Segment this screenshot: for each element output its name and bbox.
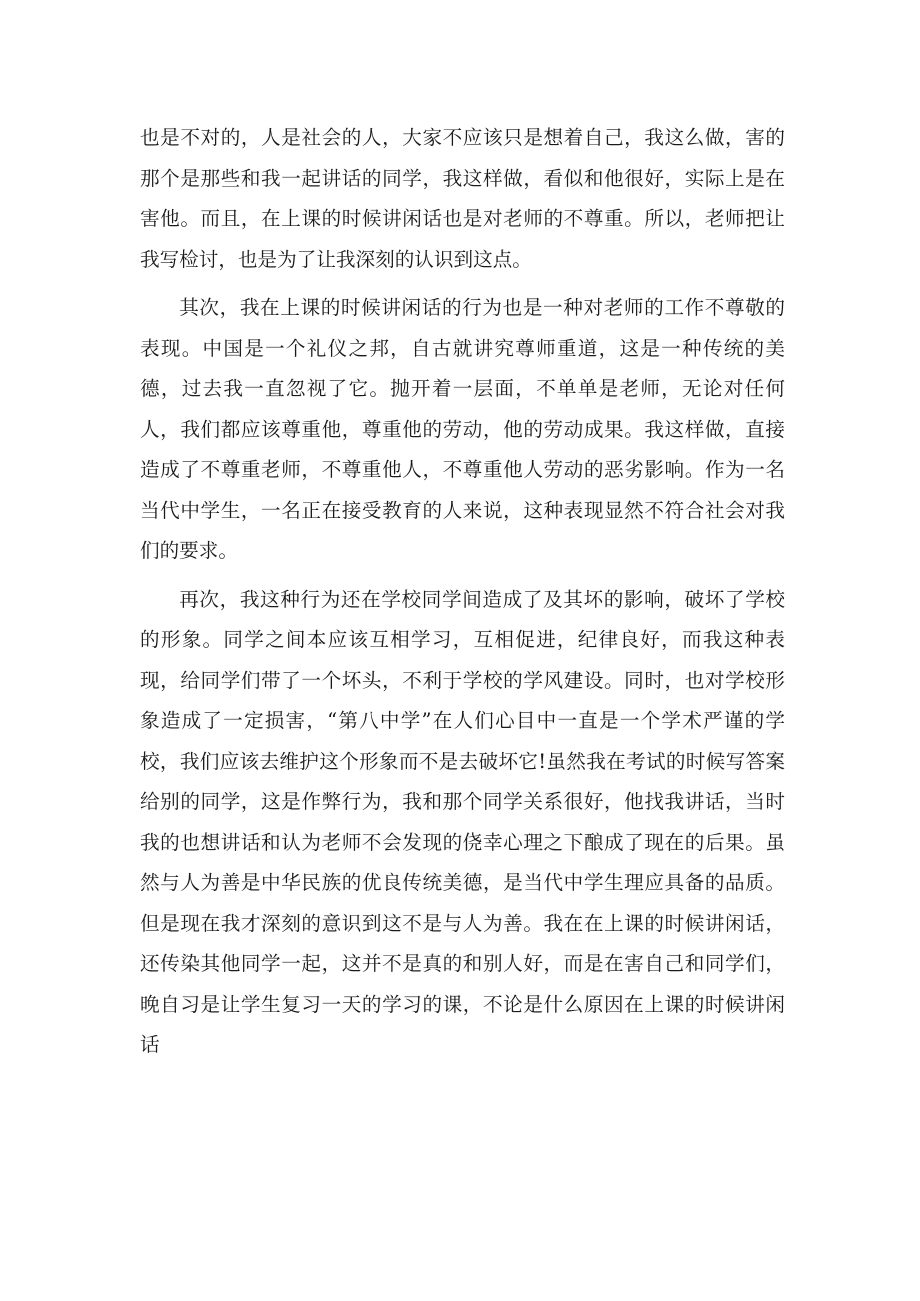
paragraph-3: 再次，我这种行为还在学校同学间造成了及其坏的影响，破坏了学校的形象。同学之间本应该互相学习，互相促进，纪律良好，而我这种表现，给同学们带了一个坏头，不利于学校的学风建设。同时，也对学校形象造成了一定损害，“第八中学”在人们心目中一直是一个学术严谨的学校，我们应该去维护这个形象而不是去破坏它!虽然我在考试的时候写答案给别的同学，这是作弊行为，我和那个同学关系很好，他找我讲话，当时我的也想讲话和认为老师不会发现的侥幸心理之下酿成了现在的后果。虽然与人为善是中华民族的优良传统美德，是当代中学生理应具备的品质。但是现在我才深刻的意识到这不是与人为善。我在在上课的时候讲闲话，还传染其他同学一起，这并不是真的和别人好，而是在害自己和同学们，晚自习是让学生复习一天的学习的课，不论是什么原因在上课的时候讲闲话 [140, 587, 785, 1056]
document-body [140, 118, 785, 1066]
paragraph-1: 也是不对的，人是社会的人，大家不应该只是想着自己，我这么做，害的那个是那些和我一起讲话的同学，我这样做，看似和他很好，实际上是在害他。而且，在上课的时候讲闲话也是对老师的不尊重。所以，老师把让我写检讨，也是为了让我深刻的认识到这点。 [140, 126, 785, 271]
paragraph-2: 其次，我在上课的时候讲闲话的行为也是一种对老师的工作不尊敬的表现。中国是一个礼仪之邦，自古就讲究尊师重道，这是一种传统的美德，过去我一直忽视了它。抛开着一层面，不单单是老师，无论对任何人，我们都应该尊重他，尊重他的劳动，他的劳动成果。我这样做，直接造成了不尊重老师，不尊重他人，不尊重他人劳动的恶劣影响。作为一名当代中学生，一名正在接受教育的人来说，这种表现显然不符合社会对我们的要求。 [140, 296, 785, 562]
